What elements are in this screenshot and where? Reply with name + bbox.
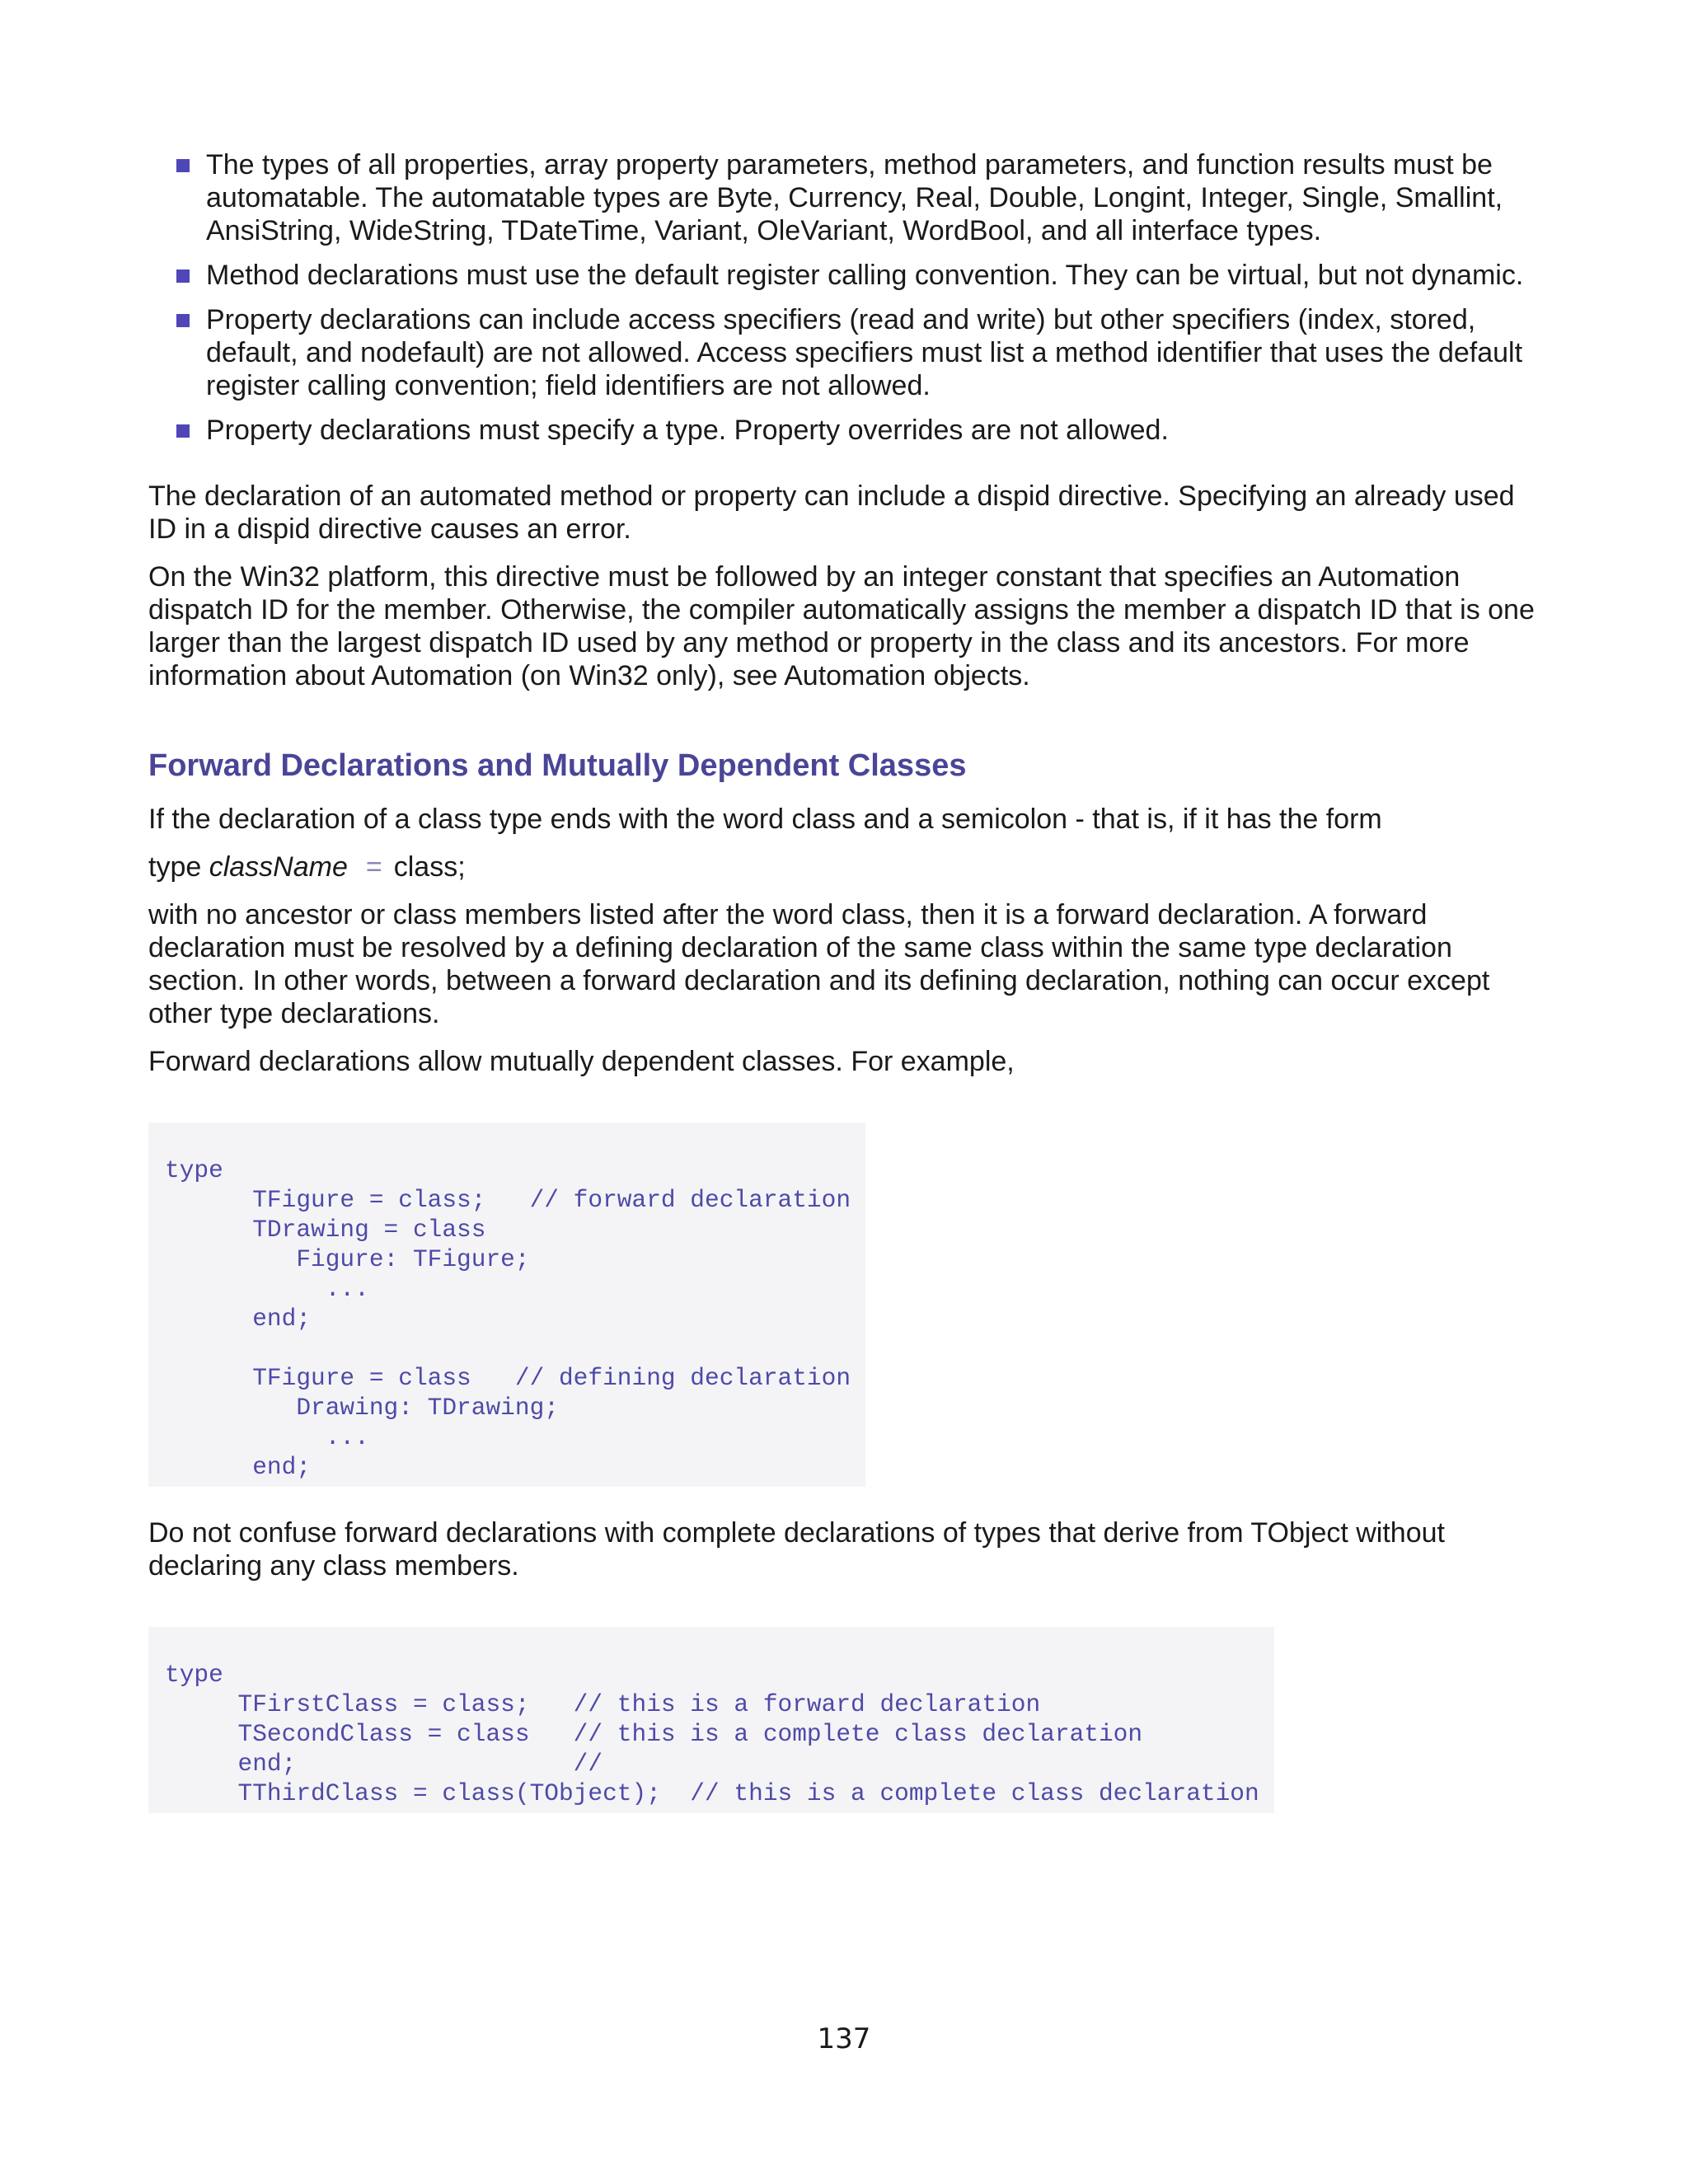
list-item-text: Property declarations can include access specifiers (read and write) but other specifiers (index, stored, default, and nodefault) are not allowed. Access specifiers must list a method identifier that uses the default register calling convention; field identifiers are not allowed. (206, 304, 1523, 401)
confuse-paragraph: Do not confuse forward declarations with complete declarations of types that derive from TObject without declaring any class members. (148, 1517, 1445, 1582)
list-item-text: Method declarations must use the default register calling convention. They can be virtual, but not dynamic. (206, 260, 1524, 291)
code-line: TFigure = class // defining declaration (165, 1364, 851, 1392)
page-number: 137 (817, 2022, 871, 2055)
forward-description: with no ancestor or class members listed after the word class, then it is a forward declaration. A forward declaration must be resolved by a defining declaration of the same class within the same type declaration section. In other words, between a forward declaration and its defining declaration, nothing can occur except other type declarations. (148, 899, 1490, 1029)
code-line: type (165, 1661, 223, 1689)
code-line: end; (165, 1453, 312, 1481)
bullet-square-icon (176, 424, 190, 438)
code-line: end; // (165, 1750, 603, 1778)
code-line: Drawing: TDrawing; (165, 1394, 559, 1422)
section-heading: Forward Declarations and Mutually Dependent Classes (148, 748, 967, 783)
code-line: ... (165, 1423, 369, 1451)
list-item-text: The types of all properties, array property parameters, method parameters, and function results must be automatable. The automatable types are Byte, Currency, Real, Double, Longint, Integer, Single, Smallint, AnsiString, WideString, TDateTime, Variant, OleVariant, WordBool, and all interface types. (206, 149, 1503, 246)
document-page (148, 148, 1550, 1843)
code-line (165, 1333, 851, 1363)
syntax-keyword: type (148, 851, 202, 883)
syntax-classname: className (209, 851, 348, 883)
syntax-line (148, 851, 1550, 883)
syntax-value: class; (393, 851, 466, 883)
intro-paragraph: If the declaration of a class type ends with the word class and a semicolon - that is, if it has the form (148, 804, 1382, 835)
code-line: TSecondClass = class // this is a complete class declaration (165, 1720, 1143, 1748)
code-line: TThirdClass = class(TObject); // this is a complete class declaration (165, 1779, 1259, 1807)
list-item-text: Property declarations must specify a type. Property overrides are not allowed. (206, 415, 1169, 446)
win32-paragraph: On the Win32 platform, this directive must be followed by an integer constant that specifies an Automation dispatch ID for the member. Otherwise, the compiler automatically assigns the member a dispatch ID that is one larger than the largest dispatch ID used by any method or property in the class and its ancestors. For more information about Automation (on Win32 only), see Automation objects. (148, 561, 1535, 691)
code-line: TDrawing = class (165, 1216, 486, 1244)
code-line: type (165, 1156, 223, 1184)
bullet-square-icon (176, 314, 190, 327)
list-item (176, 303, 1550, 402)
dispid-paragraph: The declaration of an automated method or property can include a dispid directive. Specifying an already used ID in a dispid directive causes an error. (148, 480, 1515, 545)
code-line: end; (165, 1305, 312, 1333)
code-line: TFirstClass = class; // this is a forward declaration (165, 1690, 1041, 1718)
list-item (176, 259, 1550, 292)
list-item (176, 148, 1550, 247)
code-line: TFigure = class; // forward declaration (165, 1186, 851, 1214)
bullet-square-icon (176, 269, 190, 283)
mutual-intro: Forward declarations allow mutually dependent classes. For example, (148, 1046, 1015, 1077)
code-line: ... (165, 1275, 369, 1303)
code-example-mutual (148, 1122, 865, 1487)
requirements-list (148, 148, 1550, 447)
bullet-square-icon (176, 159, 190, 172)
code-line: Figure: TFigure; (165, 1245, 530, 1273)
list-item (176, 414, 1550, 447)
syntax-equals: = (365, 851, 382, 883)
code-example-complete (148, 1627, 1274, 1813)
